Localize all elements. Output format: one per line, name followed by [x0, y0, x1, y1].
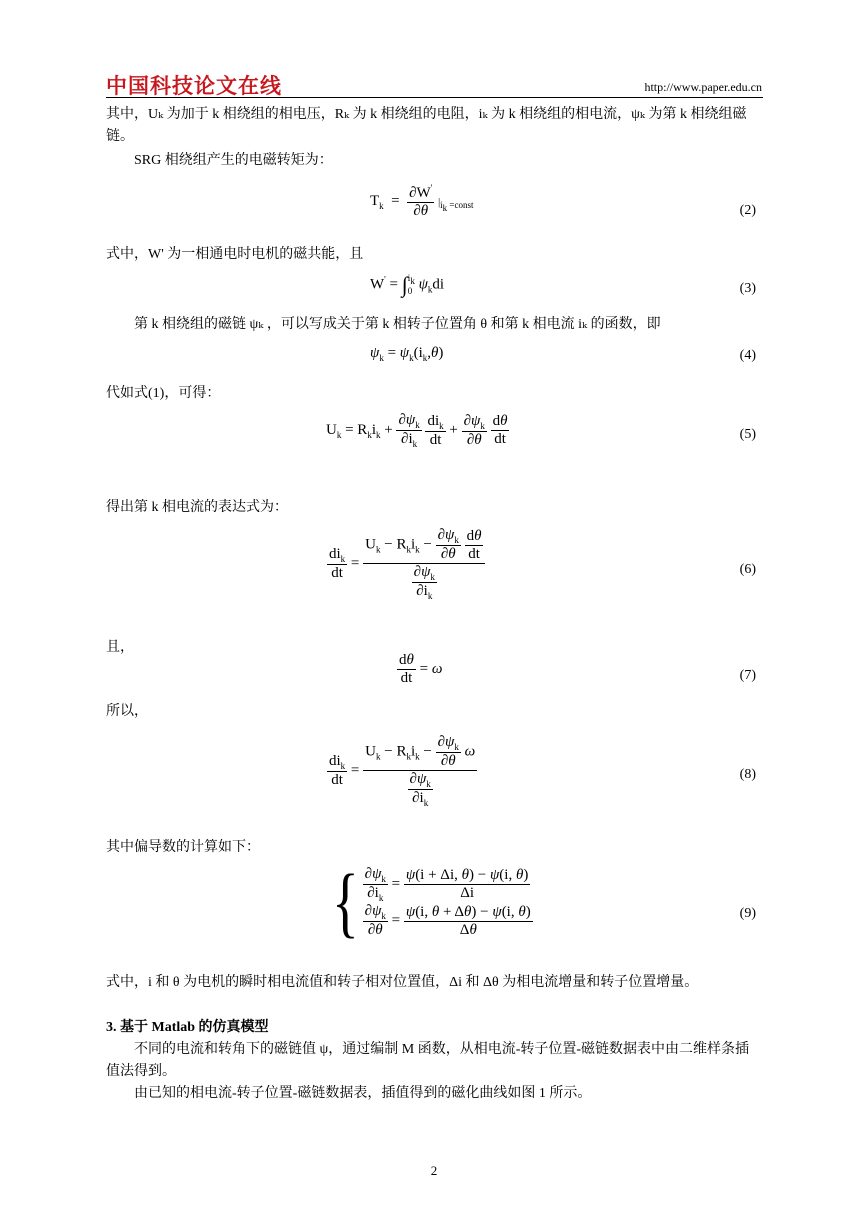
equation-number-7: (7)	[739, 668, 756, 683]
equation-number-6: (6)	[739, 562, 756, 577]
paragraph-simulation-method: 不同的电流和转角下的磁链值 ψ，通过编制 M 函数，从相电流-转子位置-磁链数据表中由二维样条插值法得到。	[106, 1042, 750, 1079]
paragraph-and: 且，	[106, 640, 134, 655]
equation-number-9: (9)	[739, 906, 756, 921]
header-url: http://www.paper.edu.cn	[644, 80, 762, 94]
paragraph-variables: 其中，Uₖ 为加于 k 相绕组的相电压，Rₖ 为 k 相绕组的电阻，iₖ 为 k 相绕组的相电流，ψₖ 为第 k 相绕组磁链。	[106, 107, 747, 144]
paragraph-magnetization-curve: 由已知的相电流-转子位置-磁链数据表，插值得到的磁化曲线如图 1 所示。	[134, 1086, 592, 1101]
equation-8: $\frac{di_k}{dt}$ = $U_k - R_ki_k$ − $\frac{\partial\psi_k}{\partial\theta}$ ω $\frac{\partial\psi_k}{\partial i_k}$	[329, 734, 476, 808]
equation-number-4: (4)	[739, 348, 756, 363]
paragraph-torque-intro: SRG 相绕组产生的电磁转矩为：	[134, 153, 333, 168]
paragraph-variable-definitions: 式中，i 和 θ 为电机的瞬时相电流值和转子相对位置值，Δi 和 Δθ 为相电流增量和转子位置增量。	[106, 975, 699, 990]
equation-6: $\frac{di_k}{dt}$ = $U_k - R_ki_k$ − $\frac{\partial\psi_k}{\partial\theta}$ $\frac{d\theta}{dt}$ $\frac{\partial\psi_k}{\partial i_k}$	[327, 527, 485, 601]
equation-3: $W' = \int i_k$ 0 $\psi_kdi$	[370, 272, 445, 297]
paragraph-therefore: 所以，	[106, 704, 148, 719]
section-heading: 3. 基于 Matlab 的仿真模型	[106, 1020, 269, 1035]
equation-number-5: (5)	[739, 427, 756, 442]
equation-4: $\psi_k = \psi_k(i_k,\theta)$	[370, 345, 444, 363]
paragraph-partial-derivatives: 其中偏导数的计算如下：	[106, 840, 260, 855]
equation-2: $T_k$ = $\frac{\partial W'}{\partial\theta}$ $|_{i_k =const}$	[370, 183, 474, 219]
equation-9: { $\frac{\partial\psi_k}{\partial i_k}$ = $\frac{\psi(i + \Delta i, \theta) - \psi(i, \theta)}{\Delta i}$ $\frac{\partial\psi_k}{\partial\theta}$ = $\frac{\psi(i, \theta + \Delta\theta) - \psi(i, \theta)}{\Delta\theta}$	[332, 859, 531, 946]
paragraph-current-expression: 得出第 k 相电流的表达式为：	[106, 500, 288, 515]
paragraph-flux-function: 第 k 相绕组的磁链 ψₖ ，可以写成关于第 k 相转子位置角 θ 和第 k 相电流 iₖ 的函数，即	[134, 317, 661, 332]
journal-logo: 中国科技论文在线	[106, 74, 282, 98]
page-number: 2	[430, 1163, 438, 1178]
header-rule	[106, 97, 763, 98]
equation-5: $U_k = R_ki_k$ + $\frac{\partial\psi_k}{\partial i_k}$ $\frac{di_k}{dt}$ + $\frac{\partial\psi_k}{\partial\theta}$ $\frac{d\theta}{dt}$	[326, 412, 508, 449]
equation-number-2: (2)	[739, 203, 756, 218]
paragraph-substitute: 代如式(1)，可得：	[106, 386, 221, 401]
equation-number-3: (3)	[739, 281, 756, 296]
paragraph-coenergy: 式中，W' 为一相通电时电机的磁共能，且	[106, 247, 364, 262]
equation-number-8: (8)	[739, 767, 756, 782]
equation-7: $\frac{d\theta}{dt}$ = ω	[399, 652, 443, 686]
